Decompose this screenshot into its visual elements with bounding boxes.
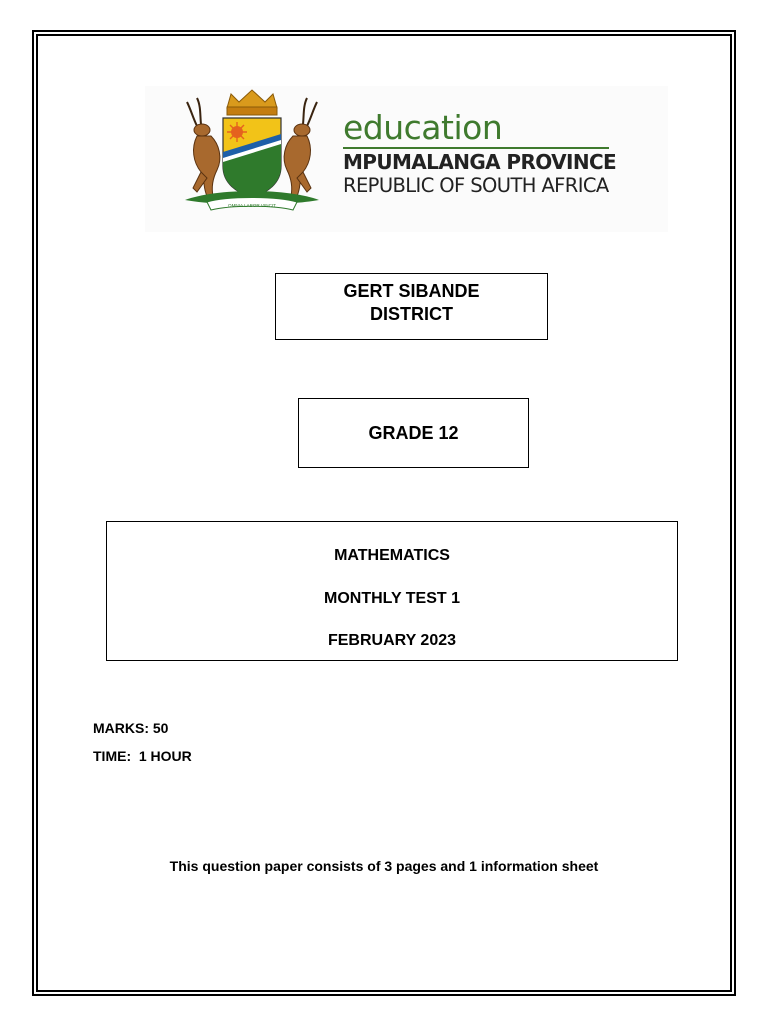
marks-label: MARKS: 50 (93, 720, 169, 736)
country-name: REPUBLIC OF SOUTH AFRICA (343, 174, 609, 197)
grade-box (298, 398, 529, 468)
exam-date: FEBRUARY 2023 (327, 632, 457, 649)
logo-divider (343, 147, 609, 149)
subject-title: MATHEMATICS (334, 547, 450, 564)
district-line-1: GERT SIBANDE (343, 281, 480, 301)
test-title: MONTHLY TEST 1 (323, 590, 461, 607)
province-name: MPUMALANGA PROVINCE (343, 150, 617, 174)
motto-text: OMNIA LABOR VINCIT (228, 203, 276, 208)
time-label: TIME: 1 HOUR (93, 748, 192, 764)
department-name: education (343, 108, 503, 147)
district-line-2: DISTRICT (370, 304, 453, 324)
district-box (275, 273, 548, 340)
grade-label: GRADE 12 (368, 422, 459, 443)
coat-of-arms-icon (167, 88, 337, 218)
department-logo (145, 86, 668, 232)
page-count-note: This question paper consists of 3 pages and 1 information sheet (169, 858, 599, 874)
exam-info-box (106, 521, 678, 661)
